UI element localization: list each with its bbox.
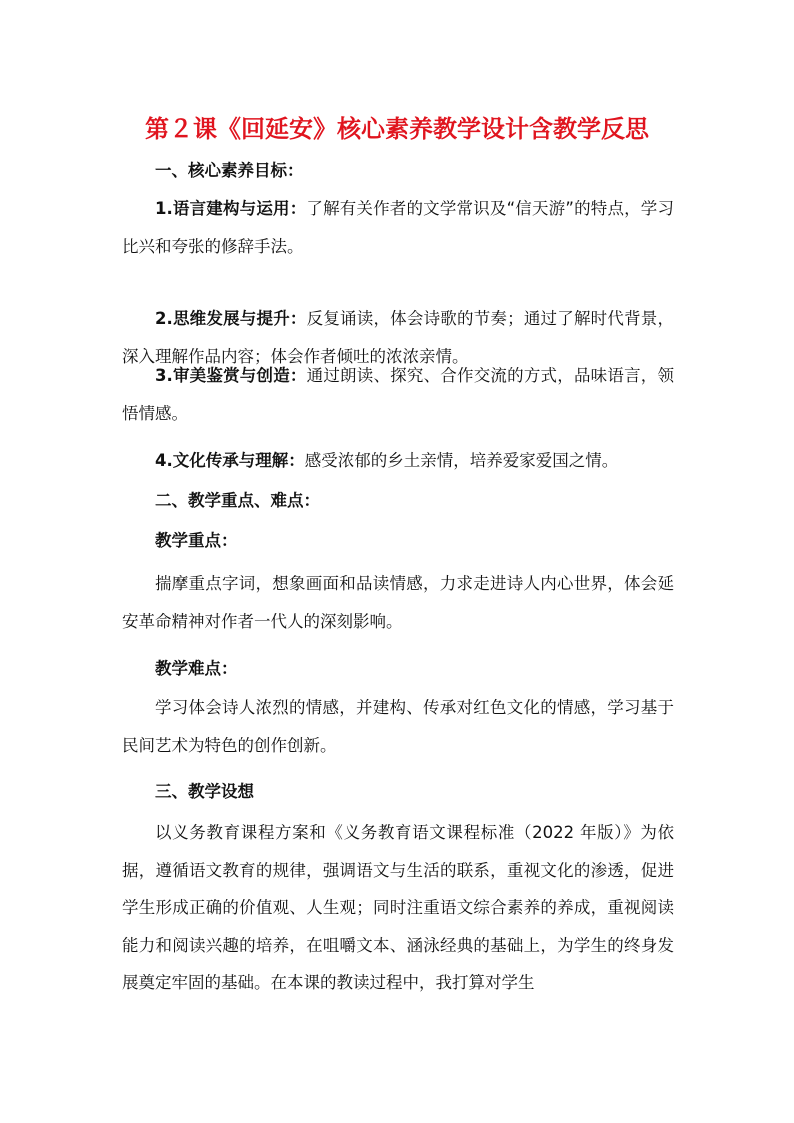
goal-culture-text: 感受浓郁的乡土亲情，培养爱家爱国之情。 bbox=[304, 451, 619, 470]
goal-aesthetic-text: 通过朗读、探究、合作交流的方式，品味语言，领悟情感。 bbox=[122, 366, 675, 423]
goal-thinking-label: 2.思维发展与提升： bbox=[155, 309, 307, 328]
section-heading-key-points: 二、教学重点、难点： bbox=[155, 491, 320, 510]
key-point-heading: 教学重点： bbox=[155, 531, 238, 550]
section-heading-goals: 一、核心素养目标： bbox=[155, 161, 304, 180]
goal-culture bbox=[122, 442, 674, 480]
goal-culture-label: 4.文化传承与理解： bbox=[155, 451, 305, 470]
goal-language-label: 1.语言建构与运用： bbox=[155, 199, 307, 218]
goal-aesthetic bbox=[122, 357, 674, 432]
goal-language-text: 了解有关作者的文学常识及“信天游”的特点，学习比兴和夸张的修辞手法。 bbox=[122, 199, 674, 256]
document-title: 第２课《回延安》核心素养教学设计含教学反思 bbox=[145, 115, 649, 143]
difficulty-heading: 教学难点： bbox=[155, 659, 238, 678]
key-point-text: 揣摩重点字词，想象画面和品读情感，力求走进诗人内心世界，体会延安革命精神对作者一代人的深刻影响。 bbox=[122, 574, 674, 631]
goal-language bbox=[122, 190, 674, 265]
goal-thinking-text: 反复诵读，体会诗歌的节奏；通过了解时代背景，深入理解作品内容；体会作者倾吐的浓浓亲情。 bbox=[122, 309, 675, 366]
teaching-plan-text: 以义务教育课程方案和《义务教育语文课程标准（2022 年版）》为依据，遵循语文教育的规律，强调语文与生活的联系，重视文化的渗透，促进学生形成正确的价值观、人生观；同时注重语文综合素养的养成，重视阅读能力和阅读兴趣的培养，在咀嚼文本、涵泳经典的基础上，为学生的终身发展奠定牢固的基础。在本课的教读过程中，我打算对学生 bbox=[122, 823, 674, 992]
difficulty-text: 学习体会诗人浓烈的情感，并建构、传承对红色文化的情感，学习基于民间艺术为特色的创作创新。 bbox=[122, 698, 674, 755]
section-heading-teaching-plan: 三、教学设想 bbox=[155, 782, 254, 801]
goal-aesthetic-label: 3.审美鉴赏与创造： bbox=[155, 366, 307, 385]
